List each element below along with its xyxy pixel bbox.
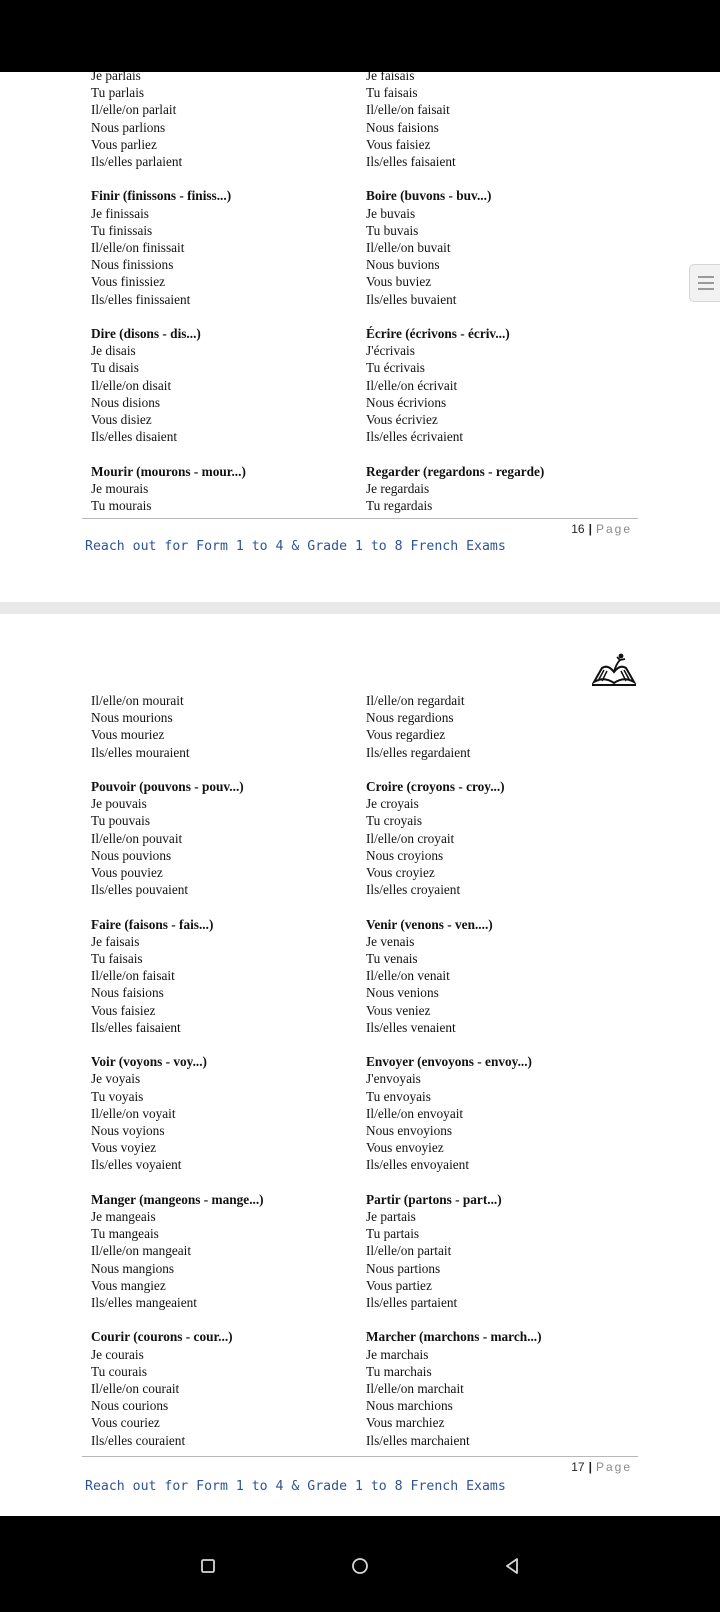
section-spacer [91, 761, 264, 778]
conjugation-line: Je mourais [91, 480, 149, 496]
verb-heading: Mourir (mourons - mour...) [91, 463, 246, 479]
conjugation-line: Il/elle/on faisait [91, 968, 175, 984]
footer-promo-text: Reach out for Form 1 to 4 & Grade 1 to 8 French Exams [85, 1479, 506, 1494]
conjugation-line: Nous voyions [91, 1123, 165, 1139]
conjugation-line: Nous écrivions [366, 394, 447, 410]
page-number [571, 1460, 632, 1474]
conjugation-line: Tu venais [366, 951, 418, 967]
conjugation-line: Nous regardions [366, 710, 454, 726]
conjugation-line: Nous marchions [366, 1398, 453, 1414]
verb-heading: Marcher (marchons - march...) [366, 1329, 542, 1345]
conjugation-line: Nous courions [91, 1398, 169, 1414]
verb-heading: Faire (faisons - fais...) [91, 916, 214, 932]
conjugation-line: Ils/elles croyaient [366, 882, 461, 898]
page-number [571, 522, 632, 536]
conjugation-line: Vous couriez [91, 1415, 160, 1431]
conjugation-line: Nous disions [91, 394, 161, 410]
conjugation-line: Tu parlais [91, 85, 145, 101]
conjugation-line: Tu voyais [91, 1088, 144, 1104]
conjugation-line: Tu croyais [366, 813, 423, 829]
conjugation-line: Il/elle/on regardait [366, 693, 465, 708]
square-recents-icon[interactable] [196, 1554, 220, 1578]
conjugation-line: Vous regardiez [366, 727, 446, 743]
conjugation-line: Vous mangiez [91, 1277, 166, 1293]
conjugation-line: Ils/elles écrivaient [366, 429, 464, 445]
section-spacer [366, 898, 542, 915]
conjugation-line: Tu regardais [366, 498, 433, 514]
right-column [366, 692, 542, 1449]
conjugation-line: Ils/elles couraient [91, 1432, 186, 1448]
conjugation-line: Nous pouvions [91, 847, 172, 863]
conjugation-line: Il/elle/on envoyait [366, 1105, 464, 1121]
conjugation-line: Il/elle/on mourait [91, 693, 184, 708]
conjugation-line: Je venais [366, 933, 415, 949]
document-page-17 [0, 614, 720, 1516]
page-number-label: Page [595, 1460, 632, 1474]
conjugation-line: Tu courais [91, 1363, 148, 1379]
conjugation-line: Il/elle/on disait [91, 377, 172, 393]
conjugation-line: Je courais [91, 1346, 144, 1362]
page-number-separator: | [588, 1460, 592, 1474]
conjugation-line: Ils/elles partaient [366, 1295, 458, 1311]
conjugation-line: Ils/elles mouraient [91, 744, 190, 760]
conjugation-line: Vous partiez [366, 1277, 432, 1293]
conjugation-line: Il/elle/on pouvait [91, 830, 183, 846]
verb-heading: Regarder (regardons - regarde) [366, 463, 545, 479]
conjugation-line: Nous mangions [91, 1260, 175, 1276]
section-spacer [366, 170, 544, 187]
book-logo-icon [592, 652, 636, 688]
conjugation-line: Il/elle/on voyait [91, 1105, 176, 1121]
conjugation-line: Vous finissiez [91, 274, 165, 290]
conjugation-line: Nous venions [366, 985, 439, 1001]
verb-heading: Venir (venons - ven....) [366, 916, 493, 932]
conjugation-line: Nous buvions [366, 257, 440, 273]
conjugation-line: Je mangeais [91, 1209, 156, 1225]
side-menu-tab[interactable] [689, 264, 720, 302]
conjugation-line: Je buvais [366, 205, 416, 221]
conjugation-line: Vous pouviez [91, 865, 163, 881]
conjugation-line: Vous veniez [366, 1002, 431, 1018]
conjugation-line: Il/elle/on buvait [366, 240, 451, 256]
conjugation-line: Vous croyiez [366, 865, 435, 881]
page-number-value: 16 [571, 522, 585, 536]
section-spacer [366, 1036, 542, 1053]
conjugation-line: Tu partais [366, 1226, 420, 1242]
conjugation-line: Vous faisiez [366, 136, 431, 152]
conjugation-line: Vous écriviez [366, 412, 438, 428]
verb-heading: Courir (courons - cour...) [91, 1329, 233, 1345]
circle-home-icon[interactable] [348, 1554, 372, 1578]
conjugation-line: Tu mourais [91, 498, 152, 514]
section-spacer [91, 170, 246, 187]
left-column [91, 72, 246, 514]
conjugation-line: Il/elle/on venait [366, 968, 450, 984]
conjugation-line: Vous voyiez [91, 1140, 157, 1156]
conjugation-line: Il/elle/on courait [91, 1381, 180, 1397]
verb-heading: Écrire (écrivons - écriv...) [366, 326, 510, 342]
conjugation-line: Nous envoyions [366, 1123, 453, 1139]
conjugation-line: Vous parliez [91, 136, 157, 152]
conjugation-line: Il/elle/on parlait [91, 102, 177, 118]
section-spacer [366, 1174, 542, 1191]
conjugation-line: Ils/elles voyaient [91, 1157, 182, 1173]
section-spacer [91, 308, 246, 325]
conjugation-line: Tu écrivais [366, 360, 425, 376]
conjugation-line: Tu finissais [91, 222, 153, 238]
conjugation-line: Il/elle/on faisait [366, 102, 450, 118]
section-spacer [91, 1174, 264, 1191]
conjugation-line: Tu marchais [366, 1363, 432, 1379]
conjugation-line: Je croyais [366, 796, 419, 812]
conjugation-line: Tu faisais [366, 85, 418, 101]
conjugation-line: Tu mangeais [91, 1226, 159, 1242]
conjugation-line: Tu faisais [91, 951, 143, 967]
verb-heading: Finir (finissons - finiss...) [91, 188, 232, 204]
page-number-label: Page [595, 522, 632, 536]
left-column [91, 692, 264, 1449]
right-column [366, 72, 544, 514]
navigation-bar [0, 1516, 720, 1612]
conjugation-line: Je voyais [91, 1071, 141, 1087]
triangle-back-icon[interactable] [500, 1554, 524, 1578]
verb-heading: Dire (disons - dis...) [91, 326, 201, 342]
conjugation-line: Tu envoyais [366, 1088, 431, 1104]
conjugation-line: Il/elle/on écrivait [366, 377, 458, 393]
conjugation-line: Je partais [366, 1209, 416, 1225]
conjugation-line: Nous finissions [91, 257, 174, 273]
section-spacer [91, 1311, 264, 1328]
verb-heading: Envoyer (envoyons - envoy...) [366, 1054, 532, 1070]
conjugation-line: Tu buvais [366, 222, 419, 238]
conjugation-line: Nous croyions [366, 847, 444, 863]
conjugation-line: Il/elle/on partait [366, 1243, 452, 1259]
conjugation-line: Je faisais [91, 933, 140, 949]
conjugation-line: Vous marchiez [366, 1415, 445, 1431]
conjugation-line: Nous faisions [366, 119, 439, 135]
conjugation-line: Ils/elles envoyaient [366, 1157, 470, 1173]
conjugation-line: Nous partions [366, 1260, 441, 1276]
verb-heading: Voir (voyons - voy...) [91, 1054, 207, 1070]
conjugation-line: Vous disiez [91, 412, 152, 428]
section-spacer [366, 445, 544, 462]
conjugation-line: Je pouvais [91, 796, 147, 812]
section-spacer [366, 1311, 542, 1328]
conjugation-line: Ils/elles faisaient [91, 1019, 181, 1035]
conjugation-line: Nous faisions [91, 985, 164, 1001]
conjugation-line: Ils/elles pouvaient [91, 882, 189, 898]
conjugation-line: Ils/elles parlaient [91, 154, 183, 170]
page-number-separator: | [588, 522, 592, 536]
conjugation-line: Ils/elles disaient [91, 429, 178, 445]
conjugation-line: Je faisais [366, 72, 415, 83]
conjugation-line: Il/elle/on marchait [366, 1381, 464, 1397]
section-spacer [366, 308, 544, 325]
conjugation-line: Je parlais [91, 72, 141, 83]
verb-heading: Partir (partons - part...) [366, 1191, 502, 1207]
conjugation-line: Il/elle/on finissait [91, 240, 185, 256]
conjugation-line: Ils/elles finissaient [91, 291, 191, 307]
conjugation-line: J'envoyais [366, 1071, 421, 1087]
footer-rule [82, 1456, 638, 1457]
verb-heading: Pouvoir (pouvons - pouv...) [91, 779, 244, 794]
conjugation-line: Tu pouvais [91, 813, 150, 829]
conjugation-line: Il/elle/on mangeait [91, 1243, 192, 1259]
conjugation-line: Nous mourions [91, 710, 173, 726]
footer-promo-text: Reach out for Form 1 to 4 & Grade 1 to 8 French Exams [85, 539, 506, 554]
section-spacer [366, 761, 542, 778]
verb-heading: Boire (buvons - buv...) [366, 188, 492, 204]
footer-rule [82, 518, 638, 519]
conjugation-line: J'écrivais [366, 343, 415, 359]
conjugation-line: Je regardais [366, 480, 430, 496]
page-number-value: 17 [571, 1460, 585, 1474]
conjugation-line: Il/elle/on croyait [366, 830, 455, 846]
conjugation-line: Ils/elles faisaient [366, 154, 456, 170]
conjugation-line: Ils/elles mangeaient [91, 1295, 197, 1311]
verb-heading: Croire (croyons - croy...) [366, 779, 505, 794]
conjugation-line: Vous mouriez [91, 727, 165, 743]
verb-heading: Manger (mangeons - mange...) [91, 1191, 264, 1207]
conjugation-line: Ils/elles venaient [366, 1019, 456, 1035]
conjugation-line: Vous faisiez [91, 1002, 156, 1018]
conjugation-line: Vous buviez [366, 274, 432, 290]
section-spacer [91, 445, 246, 462]
conjugation-line: Tu disais [91, 360, 139, 376]
document-page-16 [0, 72, 720, 602]
conjugation-line: Je marchais [366, 1346, 429, 1362]
conjugation-line: Nous parlions [91, 119, 166, 135]
conjugation-line: Je disais [91, 343, 136, 359]
status-bar [0, 0, 720, 72]
conjugation-line: Vous envoyiez [366, 1140, 444, 1156]
section-spacer [91, 1036, 264, 1053]
conjugation-line: Ils/elles buvaient [366, 291, 457, 307]
conjugation-line: Ils/elles marchaient [366, 1432, 470, 1448]
conjugation-line: Ils/elles regardaient [366, 744, 471, 760]
conjugation-line: Je finissais [91, 205, 149, 221]
section-spacer [91, 898, 264, 915]
